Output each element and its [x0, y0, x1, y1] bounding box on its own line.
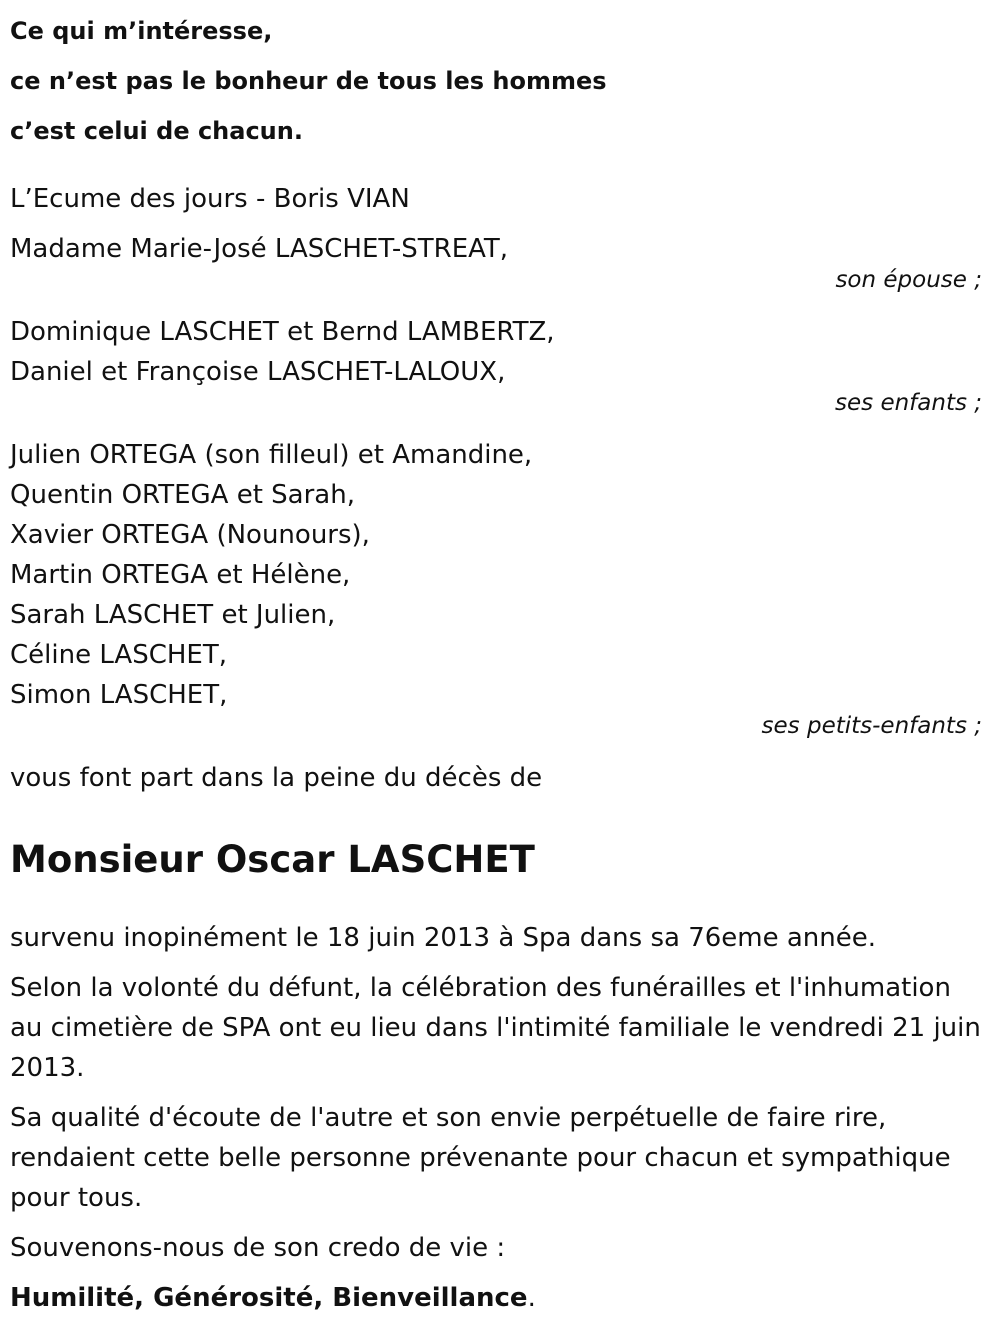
spouse-group: [10, 229, 990, 292]
child-name: Dominique LASCHET et Bernd LAMBERTZ,: [10, 317, 555, 347]
children-group: [10, 312, 990, 415]
grandchild-name: Sarah LASCHET et Julien,: [10, 600, 336, 630]
opening-quote: [10, 0, 990, 156]
spouse-role: son épouse ;: [835, 267, 982, 293]
quote-line-3: c’est celui de chacun.: [10, 117, 303, 145]
deceased-name: Monsieur Oscar LASCHET: [10, 838, 535, 881]
grandchildren-group: [10, 435, 990, 738]
grandchild-name: Simon LASCHET,: [10, 680, 228, 710]
tribute-paragraph: Sa qualité d'écoute de l'autre et son envie perpétuelle de faire rire, rendaient cette belle personne prévenante pour chacun et sympathique pour tous.: [10, 1103, 951, 1213]
spouse-name: Madame Marie-José LASCHET-STREAT,: [10, 234, 509, 264]
remember-paragraph: Souvenons-nous de son credo de vie :: [10, 1233, 506, 1263]
grandchild-name: Quentin ORTEGA et Sarah,: [10, 480, 355, 510]
grandchild-name: Martin ORTEGA et Hélène,: [10, 560, 351, 590]
grandchild-name: Julien ORTEGA (son filleul) et Amandine,: [10, 440, 533, 470]
grandchild-name: Xavier ORTEGA (Nounours),: [10, 520, 370, 550]
children-role: ses enfants ;: [835, 390, 982, 416]
announcement: vous font part dans la peine du décès de: [10, 763, 543, 793]
grandchild-name: Céline LASCHET,: [10, 640, 227, 670]
grandchildren-role: ses petits-enfants ;: [761, 713, 982, 739]
child-name: Daniel et Françoise LASCHET-LALOUX,: [10, 357, 506, 387]
credo-paragraph: [10, 1278, 990, 1318]
credo-values: Humilité, Générosité, Bienveillance: [10, 1283, 528, 1313]
quote-line-2: ce n’est pas le bonheur de tous les hommes: [10, 67, 607, 95]
death-paragraph: survenu inopinément le 18 juin 2013 à Spa dans sa 76eme année.: [10, 923, 877, 953]
quote-line-1: Ce qui m’intéresse,: [10, 17, 273, 45]
funeral-paragraph: Selon la volonté du défunt, la célébration des funérailles et l'inhumation au cimetière de SPA ont eu lieu dans l'intimité familiale le vendredi 21 juin 2013.: [10, 973, 981, 1083]
credo-period: .: [527, 1283, 536, 1313]
quote-source: L’Ecume des jours - Boris VIAN: [10, 184, 410, 214]
